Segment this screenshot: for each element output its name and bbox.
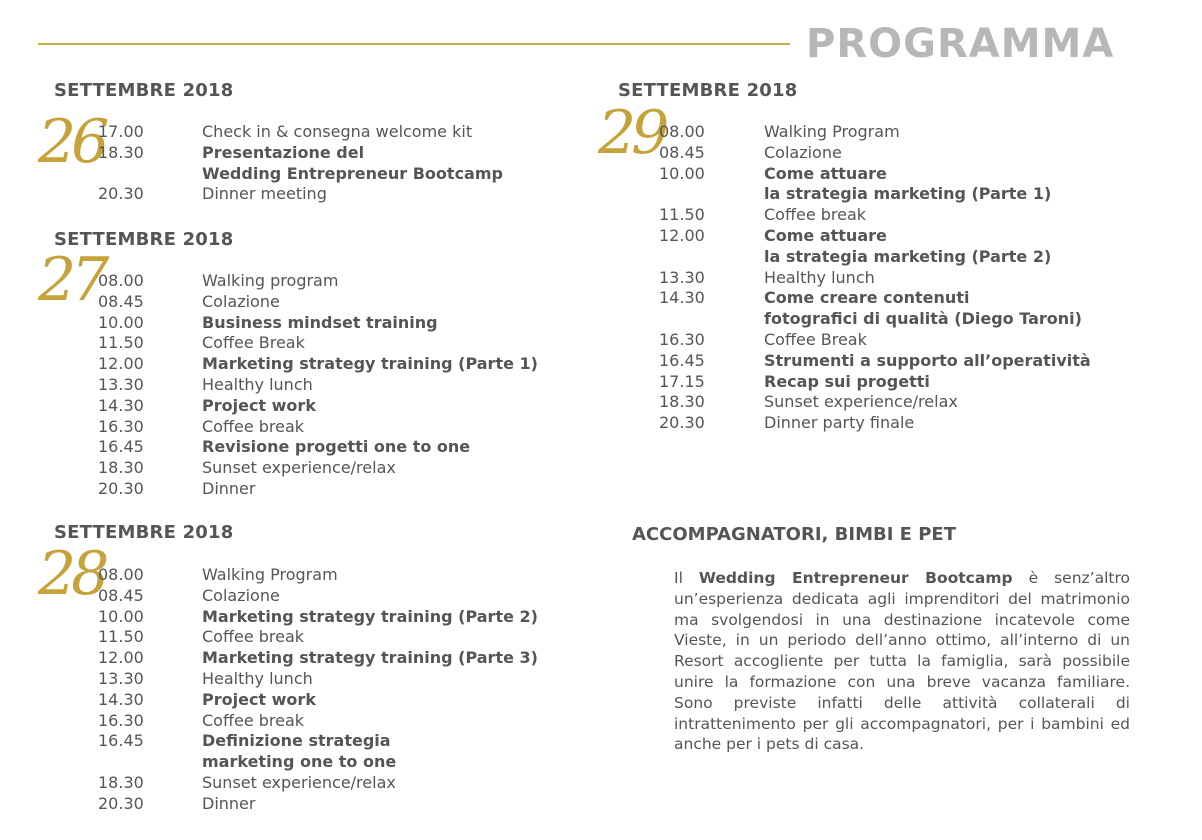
item-activity	[764, 330, 867, 351]
item-time: 14.30	[98, 395, 144, 415]
item-activity	[202, 627, 304, 648]
item-time: 13.30	[98, 374, 144, 394]
item-time: 11.50	[98, 333, 144, 353]
activity-line: Walking Program	[202, 565, 338, 584]
item-time: 17.15	[659, 371, 705, 391]
item-activity	[764, 392, 958, 413]
schedule-item	[659, 351, 1091, 372]
schedule-item	[98, 396, 538, 417]
item-activity	[764, 351, 1091, 372]
item-activity	[764, 205, 866, 226]
schedule-item	[98, 122, 503, 143]
activity-line: fotografici di qualità (Diego Taroni)	[764, 309, 1082, 329]
day-number: 29	[598, 98, 665, 168]
item-activity	[202, 313, 438, 334]
activity-line: Business mindset training	[202, 312, 438, 332]
schedule-item	[98, 437, 538, 458]
item-time: 08.45	[98, 291, 144, 311]
extras-intro: Il	[674, 569, 699, 587]
item-activity	[764, 122, 900, 143]
schedule-item	[98, 773, 538, 794]
item-activity	[764, 226, 1051, 268]
activity-line: Marketing strategy training (Parte 1)	[202, 354, 538, 374]
item-activity	[202, 271, 338, 292]
schedule-item	[98, 292, 538, 313]
item-activity	[202, 354, 538, 375]
item-activity	[202, 586, 280, 607]
activity-line: Healthy lunch	[202, 374, 313, 394]
item-activity	[202, 458, 396, 479]
extras-title: ACCOMPAGNATORI, BIMBI E PET	[632, 524, 956, 545]
schedule-item	[659, 164, 1091, 206]
item-activity	[202, 711, 304, 732]
item-time: 16.30	[98, 710, 144, 730]
schedule-item	[659, 413, 1091, 434]
item-time: 12.00	[98, 354, 144, 374]
schedule-item	[98, 458, 538, 479]
schedule	[98, 565, 538, 815]
activity-line: Project work	[202, 689, 316, 709]
item-activity	[202, 375, 313, 396]
month-heading: SETTEMBRE 2018	[54, 80, 234, 101]
item-activity	[202, 396, 316, 417]
activity-line: Definizione strategia	[202, 731, 391, 751]
activity-line: Strumenti a supporto all’operatività	[764, 350, 1091, 370]
schedule-item	[98, 794, 538, 815]
item-time: 16.30	[659, 329, 705, 349]
schedule-item	[659, 288, 1091, 330]
item-activity	[202, 417, 304, 438]
schedule-item	[98, 479, 538, 500]
schedule-item	[98, 271, 538, 292]
schedule-item	[659, 330, 1091, 351]
activity-line: Come attuare	[764, 163, 887, 183]
activity-line: Healthy lunch	[202, 668, 313, 688]
activity-line: Coffee break	[764, 205, 867, 225]
item-activity	[202, 437, 470, 458]
item-time: 12.00	[98, 648, 144, 668]
item-activity	[202, 122, 472, 143]
item-time: 08.00	[98, 271, 144, 290]
activity-line: Marketing strategy training (Parte 3)	[202, 648, 538, 668]
schedule-item	[659, 372, 1091, 393]
item-activity	[202, 143, 503, 185]
schedule-item	[98, 607, 538, 628]
activity-line: marketing one to one	[202, 752, 397, 772]
item-activity	[202, 669, 313, 690]
schedule-item	[659, 143, 1091, 164]
item-time: 11.50	[659, 205, 705, 225]
item-time: 17.00	[98, 122, 144, 141]
item-time: 18.30	[98, 458, 144, 478]
schedule-item	[98, 375, 538, 396]
activity-line: Coffee Break	[764, 329, 867, 349]
item-time: 20.30	[659, 413, 705, 433]
header-rule	[38, 43, 790, 45]
item-activity	[202, 690, 316, 711]
item-time: 18.30	[98, 142, 144, 162]
schedule-item	[98, 711, 538, 732]
item-activity	[202, 565, 338, 586]
schedule-item	[98, 690, 538, 711]
activity-line: Dinner party finale	[764, 413, 915, 433]
item-time: 10.00	[659, 163, 705, 183]
activity-line: Sunset experience/relax	[764, 392, 958, 412]
item-time: 14.30	[98, 689, 144, 709]
activity-line: Come creare contenuti	[764, 288, 970, 308]
schedule-item	[98, 313, 538, 334]
item-time: 10.00	[98, 606, 144, 626]
schedule	[98, 271, 538, 500]
item-activity	[764, 143, 842, 164]
activity-line: la strategia marketing (Parte 1)	[764, 184, 1052, 204]
schedule-item	[98, 565, 538, 586]
schedule-item	[98, 333, 538, 354]
item-activity	[202, 773, 396, 794]
item-time: 08.00	[659, 122, 705, 141]
schedule-item	[98, 417, 538, 438]
extras-body: è senz’altro un’esperienza dedicata agli imprenditori del matrimonio ma svolgendosi in una destinazione incatevole come Vieste, in un periodo dell’anno ottimo, all’interno di un Resort accogliente per tutta la famiglia, sarà possibile unire la formazione con una breve vacanza familiare. Sono previste infatti delle attività collaterali di intrattenimento per gli accompagnatori, per i bambini ed anche per i pets di casa.	[674, 569, 1130, 754]
activity-line: Walking program	[202, 271, 339, 290]
item-time: 14.30	[659, 288, 705, 308]
activity-line: Dinner meeting	[202, 184, 327, 204]
month-heading: SETTEMBRE 2018	[618, 80, 798, 101]
schedule-item	[98, 184, 503, 205]
activity-line: Come attuare	[764, 225, 887, 245]
item-time: 08.45	[98, 585, 144, 605]
item-time: 10.00	[98, 312, 144, 332]
item-time: 08.45	[659, 142, 705, 162]
activity-line: Colazione	[202, 585, 280, 605]
schedule	[98, 122, 503, 205]
month-heading: SETTEMBRE 2018	[54, 522, 234, 543]
activity-line: Presentazione del	[202, 142, 365, 162]
item-activity	[764, 413, 914, 434]
item-time: 20.30	[98, 793, 144, 813]
item-activity	[202, 794, 255, 815]
schedule-item	[98, 627, 538, 648]
item-time: 16.45	[659, 350, 705, 370]
activity-line: Dinner	[202, 478, 256, 498]
activity-line: Sunset experience/relax	[202, 772, 396, 792]
item-time: 08.00	[98, 565, 144, 584]
activity-line: Check in & consegna welcome kit	[202, 122, 473, 141]
activity-line: Coffee break	[202, 710, 305, 730]
schedule-item	[659, 268, 1091, 289]
page-title: PROGRAMMA	[806, 21, 1115, 67]
schedule-item	[98, 731, 538, 773]
item-activity	[202, 607, 538, 628]
schedule-item	[659, 205, 1091, 226]
item-time: 12.00	[659, 225, 705, 245]
schedule-item	[98, 669, 538, 690]
item-time: 18.30	[98, 772, 144, 792]
item-activity	[202, 292, 280, 313]
activity-line: Coffee Break	[202, 333, 305, 353]
extras-highlight: Wedding Entrepreneur Bootcamp	[698, 569, 1013, 587]
extras-paragraph	[674, 568, 1130, 755]
item-time: 20.30	[98, 478, 144, 498]
item-time: 16.30	[98, 416, 144, 436]
item-time: 16.45	[98, 731, 144, 751]
activity-line: Coffee break	[202, 416, 305, 436]
activity-line: la strategia marketing (Parte 2)	[764, 246, 1052, 266]
item-activity	[202, 479, 255, 500]
activity-line: Healthy lunch	[764, 267, 875, 287]
activity-line: Coffee break	[202, 627, 305, 647]
schedule	[659, 122, 1091, 434]
item-time: 13.30	[98, 668, 144, 688]
schedule-item	[659, 122, 1091, 143]
month-heading: SETTEMBRE 2018	[54, 229, 234, 250]
schedule-item	[659, 392, 1091, 413]
day-number: 28	[38, 539, 105, 609]
activity-line: Marketing strategy training (Parte 2)	[202, 606, 538, 626]
schedule-item	[659, 226, 1091, 268]
item-time: 18.30	[659, 392, 705, 412]
item-activity	[764, 164, 1051, 206]
activity-line: Walking Program	[764, 122, 900, 141]
schedule-item	[98, 586, 538, 607]
day-number: 26	[38, 107, 105, 177]
activity-line: Sunset experience/relax	[202, 458, 396, 478]
day-number: 27	[38, 245, 105, 315]
item-activity	[202, 731, 396, 773]
activity-line: Revisione progetti one to one	[202, 437, 471, 457]
item-time: 16.45	[98, 437, 144, 457]
item-time: 20.30	[98, 184, 144, 204]
item-time: 13.30	[659, 267, 705, 287]
activity-line: Wedding Entrepreneur Bootcamp	[202, 163, 503, 183]
schedule-item	[98, 648, 538, 669]
activity-line: Colazione	[764, 142, 842, 162]
activity-line: Project work	[202, 395, 316, 415]
item-activity	[764, 288, 1082, 330]
activity-line: Colazione	[202, 291, 280, 311]
item-activity	[202, 648, 538, 669]
schedule-item	[98, 354, 538, 375]
item-activity	[202, 184, 327, 205]
activity-line: Dinner	[202, 793, 256, 813]
item-activity	[202, 333, 305, 354]
item-activity	[764, 268, 875, 289]
item-time: 11.50	[98, 627, 144, 647]
item-activity	[764, 372, 930, 393]
activity-line: Recap sui progetti	[764, 371, 930, 391]
schedule-item	[98, 143, 503, 185]
